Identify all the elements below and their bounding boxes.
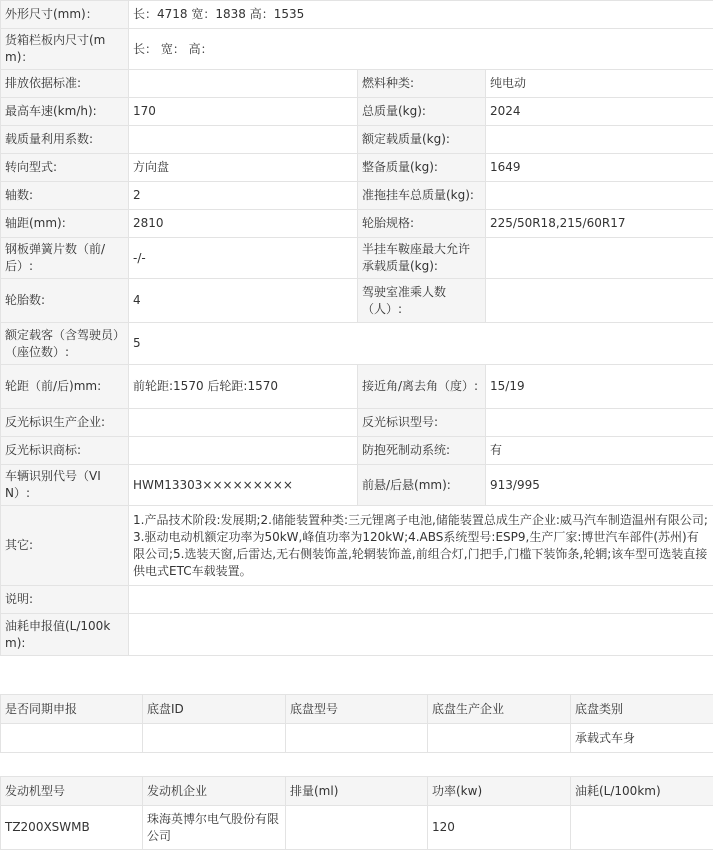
spec-label: 载质量利用系数:: [1, 126, 129, 154]
spec-value: [486, 126, 713, 154]
spec-label: 货箱栏板内尺寸(mm)：: [1, 29, 129, 70]
spec-value: [129, 126, 358, 154]
spec-row: [1, 210, 713, 238]
spec-label: 驾驶室准乘人数（人）:: [358, 279, 486, 323]
spec-label: 轴数:: [1, 182, 129, 210]
spec-label: 外形尺寸(mm)：: [1, 1, 129, 29]
spec-value: HWM13303×××××××××: [129, 465, 358, 506]
spec-label: 说明:: [1, 586, 129, 614]
spec-row: [1, 614, 713, 656]
spec-value: 1649: [486, 154, 713, 182]
table-cell: TZ200XSWMB: [1, 806, 143, 850]
spec-value: [129, 437, 358, 465]
spec-value: 4: [129, 279, 358, 323]
spec-label: 额定载质量(kg):: [358, 126, 486, 154]
spec-row: [1, 279, 713, 323]
spec-value: 1.产品技术阶段:发展期;2.储能装置种类:三元锂离子电池,储能装置总成生产企业:威马汽车制造温州有限公司;3.驱动电动机额定功率为50kW,峰值功率为120kW;4.ABS系统型号:ESP9,生产厂家:博世汽车部件(苏州)有限公司;5.选装天窗,后雷达,无右侧装饰盖,轮辋装饰盖,前组合灯,门把手,门槛下装饰条,轮辋;该车型可选装直接供电式ETC车载装置。: [129, 506, 713, 586]
spec-value: 2024: [486, 98, 713, 126]
spec-label: 轮距（前/后)mm:: [1, 365, 129, 409]
spec-value: [129, 614, 713, 656]
spec-value: [486, 182, 713, 210]
table-row: [1, 724, 713, 753]
spec-label: 轮胎规格:: [358, 210, 486, 238]
table-cell: [428, 724, 571, 753]
spec-label: 额定载客（含驾驶员）（座位数）:: [1, 323, 129, 365]
spec-row: [1, 182, 713, 210]
column-header: 是否同期申报: [1, 695, 143, 724]
spec-value: [486, 279, 713, 323]
spec-value: [486, 409, 713, 437]
spec-value: 2810: [129, 210, 358, 238]
spec-row: [1, 29, 713, 70]
column-header: 底盘型号: [286, 695, 428, 724]
spec-value: [129, 70, 358, 98]
table-cell: [571, 806, 713, 850]
spec-label: 前悬/后悬(mm):: [358, 465, 486, 506]
spec-value: 15/19: [486, 365, 713, 409]
spec-label: 最高车速(km/h):: [1, 98, 129, 126]
spec-value: [486, 238, 713, 279]
spec-value: 913/995: [486, 465, 713, 506]
spec-value: 5: [129, 323, 713, 365]
spec-label: 其它:: [1, 506, 129, 586]
spec-label: 反光标识型号:: [358, 409, 486, 437]
spec-label: 钢板弹簧片数（前/后）:: [1, 238, 129, 279]
spec-label: 油耗申报值(L/100km):: [1, 614, 129, 656]
table-cell: [1, 724, 143, 753]
column-header: 功率(kw): [428, 777, 571, 806]
column-header: 底盘生产企业: [428, 695, 571, 724]
spec-label: 燃料种类:: [358, 70, 486, 98]
table-header-row: [1, 777, 713, 806]
spec-label: 转向型式:: [1, 154, 129, 182]
spec-value: 长： 宽： 高：: [129, 29, 713, 70]
spec-row: [1, 126, 713, 154]
spec-row: [1, 154, 713, 182]
spec-row: [1, 506, 713, 586]
table-cell: 120: [428, 806, 571, 850]
spec-value: 方向盘: [129, 154, 358, 182]
column-header: 排量(ml): [286, 777, 428, 806]
spec-label: 整备质量(kg):: [358, 154, 486, 182]
spec-label: 防抱死制动系统:: [358, 437, 486, 465]
spec-value: 有: [486, 437, 713, 465]
spec-row: [1, 323, 713, 365]
spec-row: [1, 365, 713, 409]
spec-value: 2: [129, 182, 358, 210]
spec-value: 前轮距:1570 后轮距:1570: [129, 365, 358, 409]
spec-label: 准拖挂车总质量(kg):: [358, 182, 486, 210]
engine-table: [0, 776, 713, 850]
spec-value: 225/50R18,215/60R17: [486, 210, 713, 238]
column-header: 底盘ID: [143, 695, 286, 724]
spec-label: 接近角/离去角（度）:: [358, 365, 486, 409]
spec-row: [1, 70, 713, 98]
table-header-row: [1, 695, 713, 724]
column-header: 底盘类别: [571, 695, 713, 724]
spec-row: [1, 1, 713, 29]
spec-row: [1, 409, 713, 437]
table-cell: 珠海英博尔电气股份有限公司: [143, 806, 286, 850]
column-header: 发动机企业: [143, 777, 286, 806]
spec-label: 反光标识商标:: [1, 437, 129, 465]
spec-label: 轮胎数:: [1, 279, 129, 323]
spec-label: 轴距(mm):: [1, 210, 129, 238]
spec-value: 纯电动: [486, 70, 713, 98]
spec-row: [1, 465, 713, 506]
spec-label: 半挂车鞍座最大允许承载质量(kg):: [358, 238, 486, 279]
spec-label: 车辆识别代号（VIN）:: [1, 465, 129, 506]
spec-row: [1, 437, 713, 465]
spec-value: 170: [129, 98, 358, 126]
column-header: 发动机型号: [1, 777, 143, 806]
spec-row: [1, 586, 713, 614]
table-cell: [143, 724, 286, 753]
spec-value: 长：4718 宽：1838 高：1535: [129, 1, 713, 29]
spec-value: -/-: [129, 238, 358, 279]
table-cell: [286, 724, 428, 753]
chassis-table: [0, 694, 713, 753]
table-cell: [286, 806, 428, 850]
spec-value: [129, 409, 358, 437]
column-header: 油耗(L/100km): [571, 777, 713, 806]
spec-label: 排放依据标准:: [1, 70, 129, 98]
spec-value: [129, 586, 713, 614]
spec-label: 总质量(kg):: [358, 98, 486, 126]
spec-label: 反光标识生产企业:: [1, 409, 129, 437]
spec-row: [1, 238, 713, 279]
table-row: [1, 806, 713, 850]
table-cell: 承载式车身: [571, 724, 713, 753]
spec-row: [1, 98, 713, 126]
